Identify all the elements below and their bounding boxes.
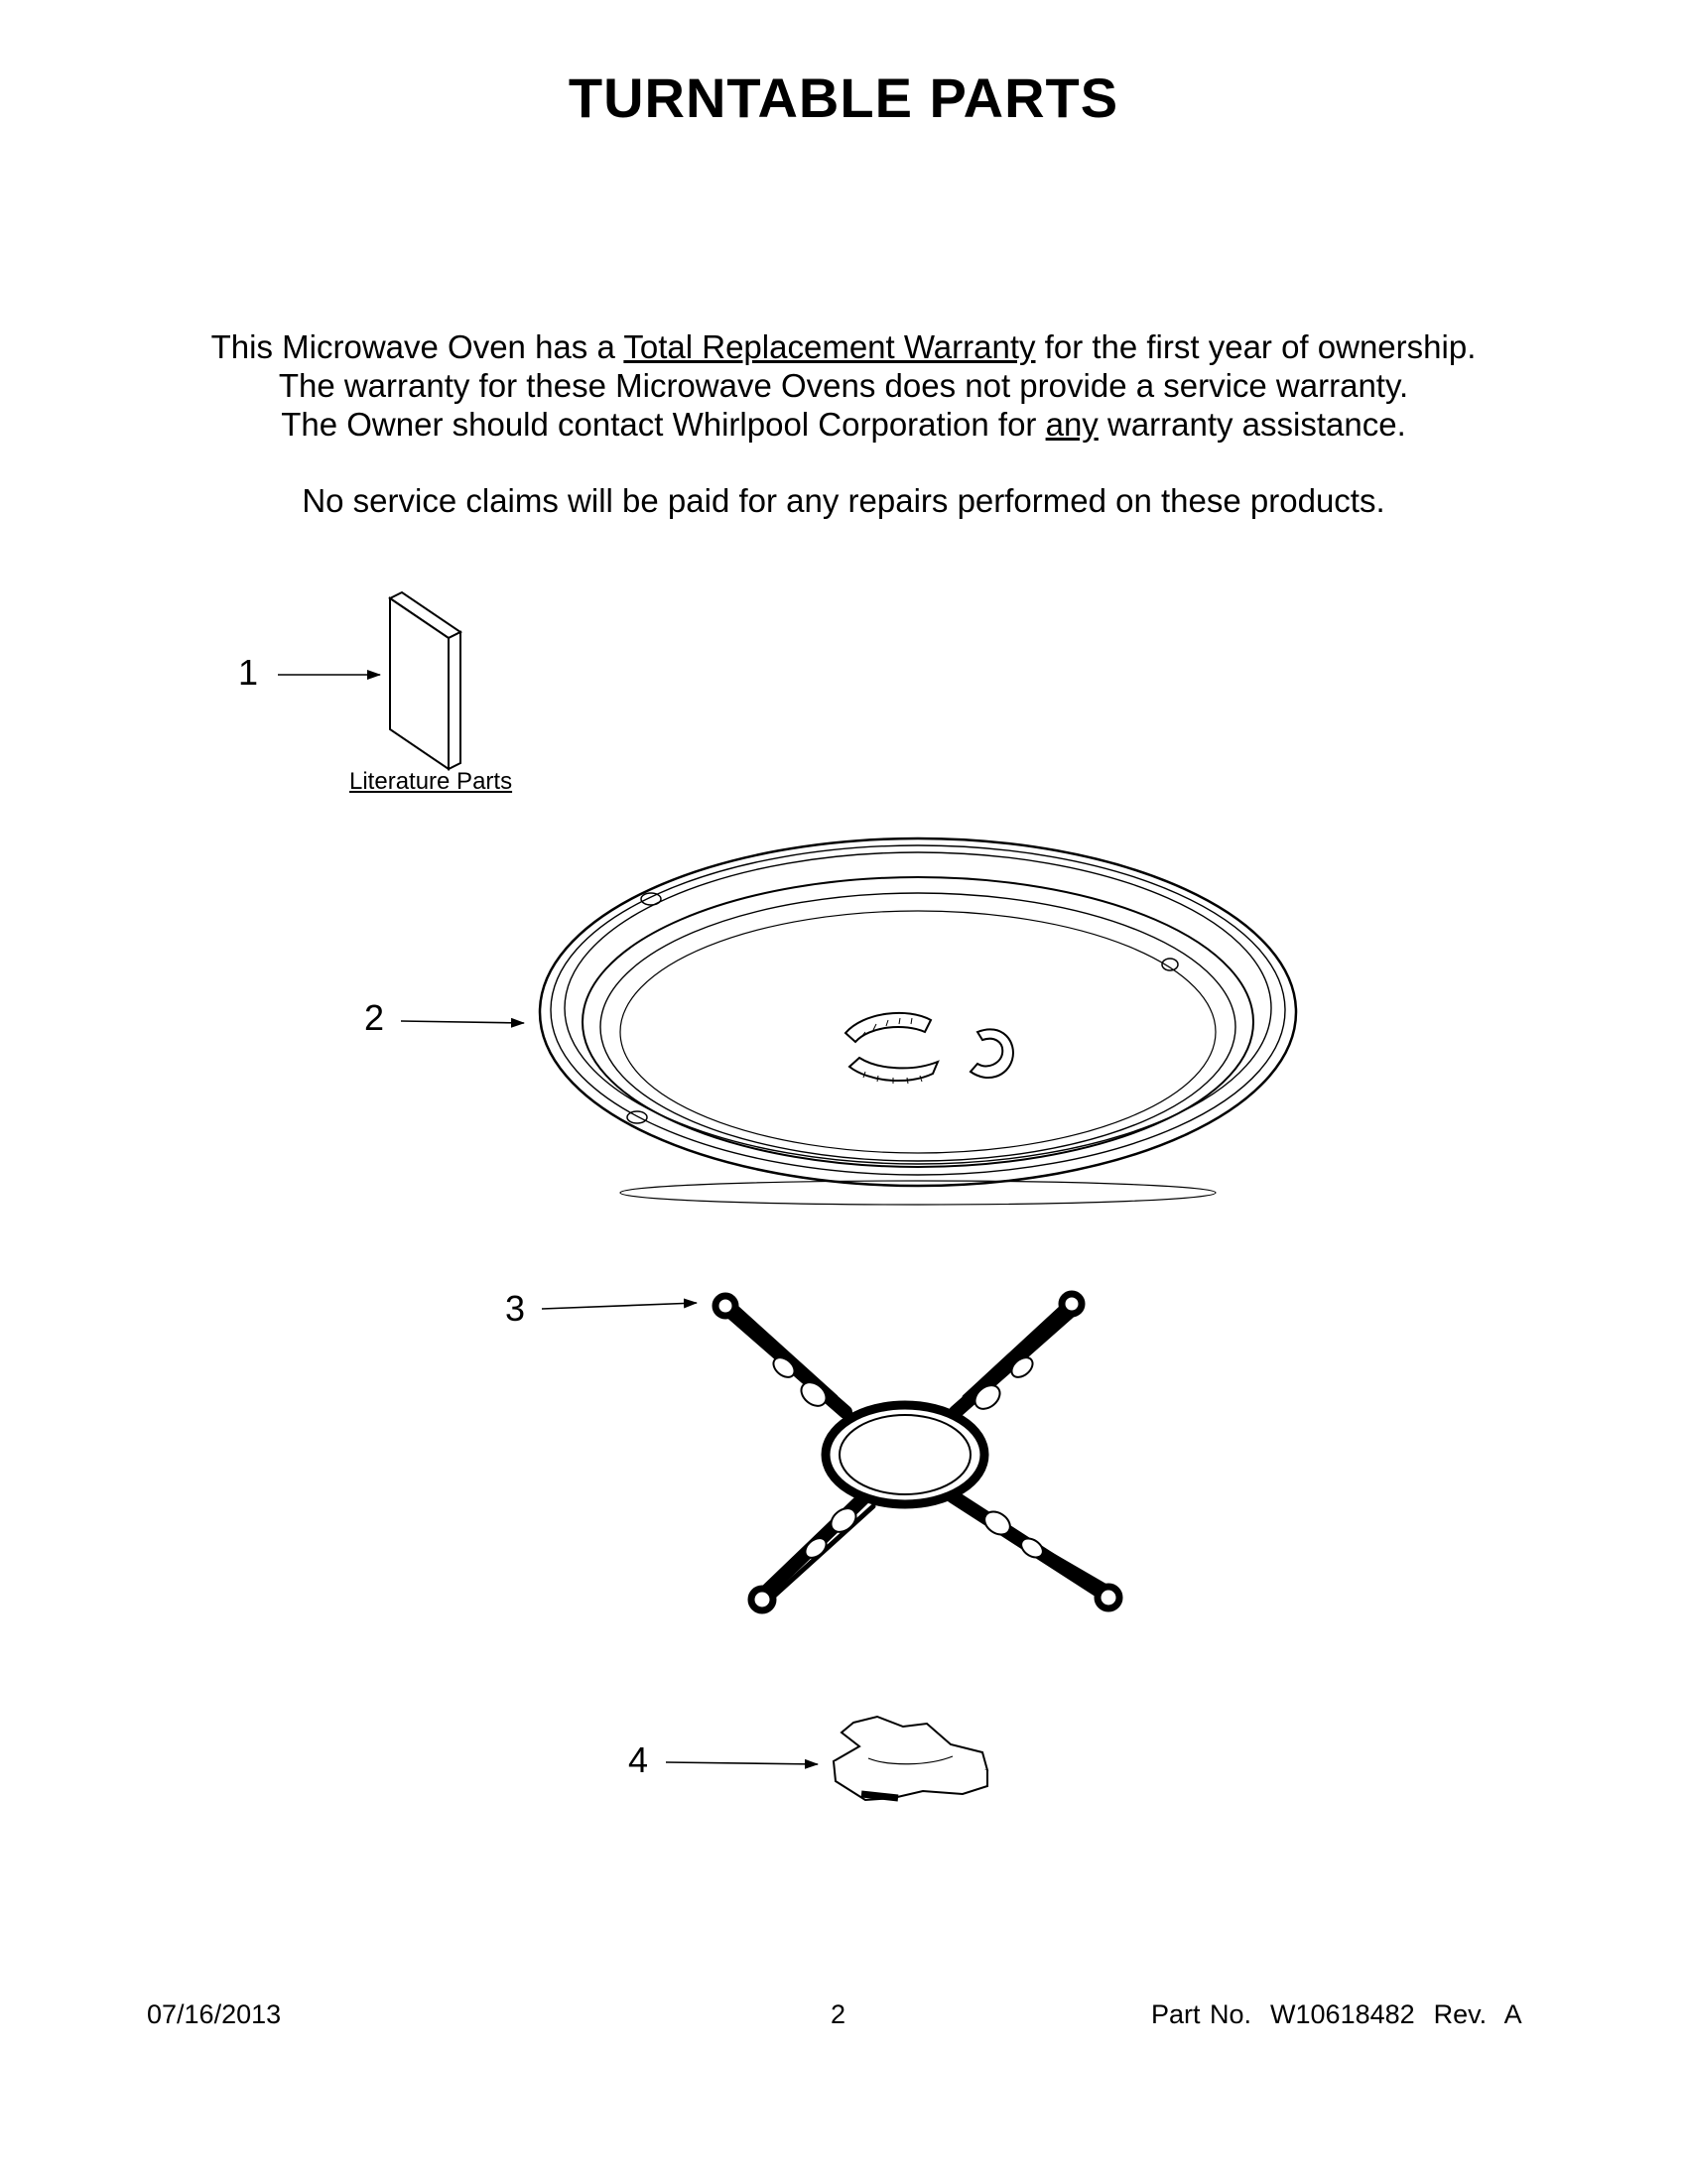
footer-page-number: 2 [831,1999,846,2029]
literature-parts-label: Literature Parts [349,768,513,795]
any-emphasis-text: any [1045,406,1099,443]
roller-support-illustration [715,1294,1119,1610]
callout-number-1: 1 [238,652,259,693]
literature-booklet-illustration [390,592,460,769]
turntable-tray-illustration [540,838,1296,1205]
leader-arrow-2 [401,1021,524,1023]
warranty-notice-line-2: The warranty for these Microwave Ovens does not provide a service warranty. [278,367,1409,404]
contact-text-tail: warranty assistance. [1098,406,1406,443]
page-title: TURNTABLE PARTS [568,66,1119,129]
callout-number-4: 4 [628,1739,649,1780]
footer-part-number: Part No. W10618482 Rev. A [1151,1999,1522,2029]
callout-number-3: 3 [505,1288,526,1329]
leader-arrow-4 [666,1762,818,1764]
total-replacement-warranty-text: Total Replacement Warranty [623,328,1036,365]
contact-text: The Owner should contact Whirlpool Corporation for [281,406,1046,443]
footer-date: 07/16/2013 [147,1999,282,2029]
leader-arrow-3 [542,1303,697,1309]
service-claims-notice: No service claims will be paid for any repairs performed on these products. [302,482,1385,519]
coupler-illustration [834,1717,987,1800]
callout-number-2: 2 [364,997,385,1038]
warranty-text: This Microwave Oven has a [210,328,624,365]
warranty-text-tail: for the first year of ownership. [1035,328,1477,365]
